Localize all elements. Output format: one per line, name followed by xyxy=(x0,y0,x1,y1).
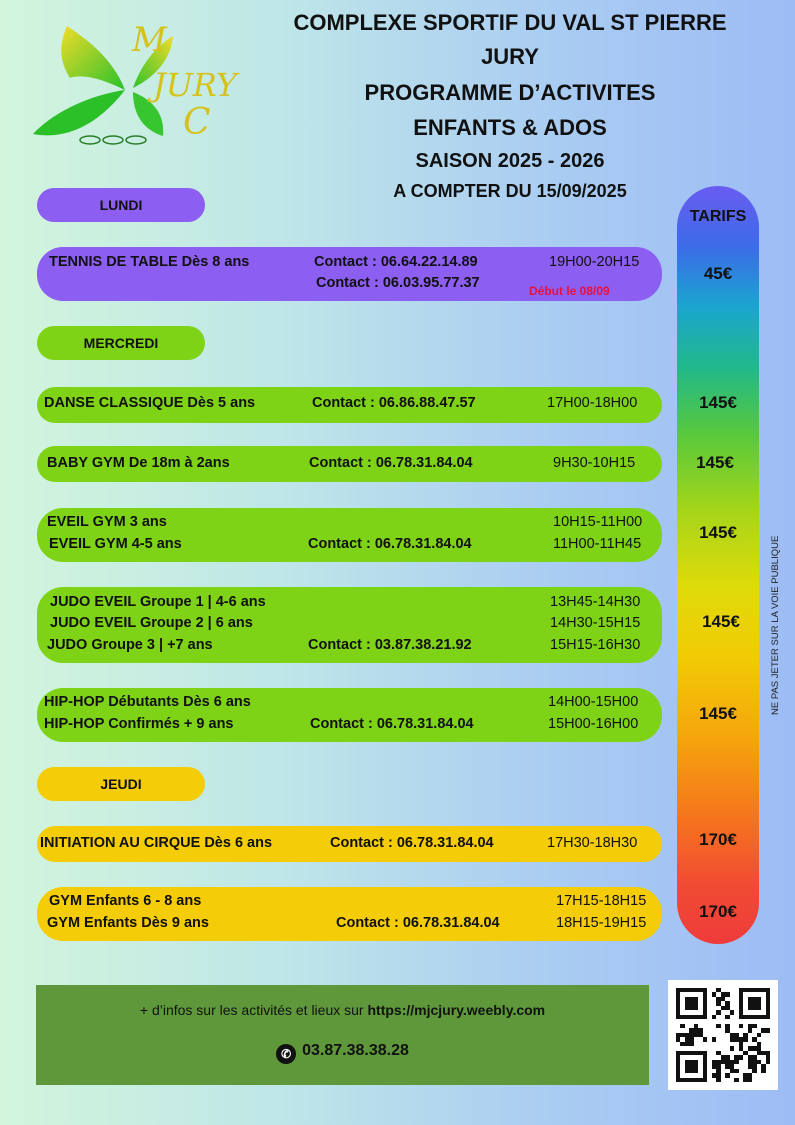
activity-time: 10H15-11H00 xyxy=(553,514,643,530)
header-title-line1: COMPLEXE SPORTIF DU VAL ST PIERRE xyxy=(293,10,727,35)
activity-name: INITIATION AU CIRQUE Dès 6 ans xyxy=(40,835,273,851)
activity-time: 9H30-10H15 xyxy=(553,455,636,471)
header-title-line3: PROGRAMME D’ACTIVITES xyxy=(364,80,656,105)
activity-time: 18H15-19H15 xyxy=(556,915,647,931)
activity-contact: Contact : 06.03.95.77.37 xyxy=(316,275,480,291)
activity-name: JUDO EVEIL Groupe 2 | 6 ans xyxy=(50,615,253,631)
activity-contact: Contact : 06.78.31.84.04 xyxy=(310,716,474,732)
info-prefix: + d’infos sur les activités et lieux sur xyxy=(139,1002,368,1018)
activity-contact: Contact : 06.78.31.84.04 xyxy=(336,915,500,931)
header-title-line2: JURY xyxy=(481,44,539,69)
info-text xyxy=(36,1002,649,1018)
activity-time: 14H30-15H15 xyxy=(550,615,641,631)
activity-contact: Contact : 06.78.31.84.04 xyxy=(330,835,494,851)
price-cirque: 170€ xyxy=(699,830,737,849)
activity-time: 15H00-16H00 xyxy=(548,716,639,732)
activity-time: 17H30-18H30 xyxy=(547,835,638,851)
activity-name: JUDO EVEIL Groupe 1 | 4-6 ans xyxy=(50,594,266,610)
price-danse: 145€ xyxy=(699,393,737,412)
activity-danse xyxy=(37,387,662,423)
activity-name: BABY GYM De 18m à 2ans xyxy=(47,455,230,471)
logo-word-jury: JURY xyxy=(153,66,238,104)
activity-contact: Contact : 06.64.22.14.89 xyxy=(314,254,478,270)
activity-time: 13H45-14H30 xyxy=(550,594,641,610)
activity-start-note: Début le 08/09 xyxy=(529,284,610,298)
activity-babygym xyxy=(37,446,662,482)
activity-eveilgym xyxy=(37,508,662,562)
tarifs-title: TARIFS xyxy=(689,208,747,225)
day-jeudi: JEUDI xyxy=(37,767,205,801)
price-hiphop: 145€ xyxy=(699,704,737,723)
day-lundi: LUNDI xyxy=(37,188,205,222)
activity-tennis xyxy=(37,247,662,301)
side-note: NE PAS JETER SUR LA VOIE PUBLIQUE xyxy=(770,535,781,715)
info-box xyxy=(36,985,649,1085)
activity-contact: Contact : 03.87.38.21.92 xyxy=(308,637,472,653)
price-babygym: 145€ xyxy=(696,453,734,472)
phone-number[interactable]: 03.87.38.38.28 xyxy=(302,1042,409,1059)
price-eveilgym: 145€ xyxy=(699,523,737,542)
logo-letter-m: M xyxy=(132,20,167,60)
activity-contact: Contact : 06.78.31.84.04 xyxy=(308,536,472,552)
phone-contact xyxy=(36,1042,649,1064)
activity-time: 19H00-20H15 xyxy=(549,254,640,270)
activity-contact: Contact : 06.78.31.84.04 xyxy=(309,455,473,471)
activity-name: GYM Enfants Dès 9 ans xyxy=(47,915,209,931)
activity-hiphop xyxy=(37,688,662,742)
price-tennis: 45€ xyxy=(703,264,733,283)
phone-icon: ✆ xyxy=(276,1044,296,1064)
activity-name: HIP-HOP Débutants Dès 6 ans xyxy=(44,694,251,710)
price-gym: 170€ xyxy=(699,902,737,921)
activity-gym xyxy=(37,887,662,941)
day-mercredi: MERCREDI xyxy=(37,326,205,360)
logo-letter-c: C xyxy=(183,102,211,143)
activity-name: EVEIL GYM 3 ans xyxy=(47,514,167,530)
activity-cirque xyxy=(37,826,662,862)
qr-code-pattern xyxy=(676,988,770,1082)
price-judo: 145€ xyxy=(702,612,740,631)
activity-time: 14H00-15H00 xyxy=(548,694,639,710)
activity-name: DANSE CLASSIQUE Dès 5 ans xyxy=(44,395,256,411)
activity-time: 15H15-16H30 xyxy=(550,637,641,653)
header-start-date: A COMPTER DU 15/09/2025 xyxy=(393,181,627,201)
activity-time: 17H00-18H00 xyxy=(547,395,638,411)
activity-name: TENNIS DE TABLE Dès 8 ans xyxy=(49,254,250,270)
header-title-line4: ENFANTS & ADOS xyxy=(413,115,607,140)
activity-name: GYM Enfants 6 - 8 ans xyxy=(49,893,202,909)
qr-code-icon[interactable] xyxy=(668,980,778,1090)
activity-time: 17H15-18H15 xyxy=(556,893,647,909)
activity-name: EVEIL GYM 4-5 ans xyxy=(49,536,182,552)
activity-judo xyxy=(37,587,662,663)
activity-name: HIP-HOP Confirmés + 9 ans xyxy=(44,716,234,732)
activity-contact: Contact : 06.86.88.47.57 xyxy=(312,395,476,411)
mjc-logo xyxy=(25,18,265,158)
activity-name: JUDO Groupe 3 | +7 ans xyxy=(47,637,213,653)
activity-time: 11H00-11H45 xyxy=(553,536,642,552)
info-url-link[interactable]: https://mjcjury.weebly.com xyxy=(367,1002,546,1018)
header-season: SAISON 2025 - 2026 xyxy=(415,150,605,172)
